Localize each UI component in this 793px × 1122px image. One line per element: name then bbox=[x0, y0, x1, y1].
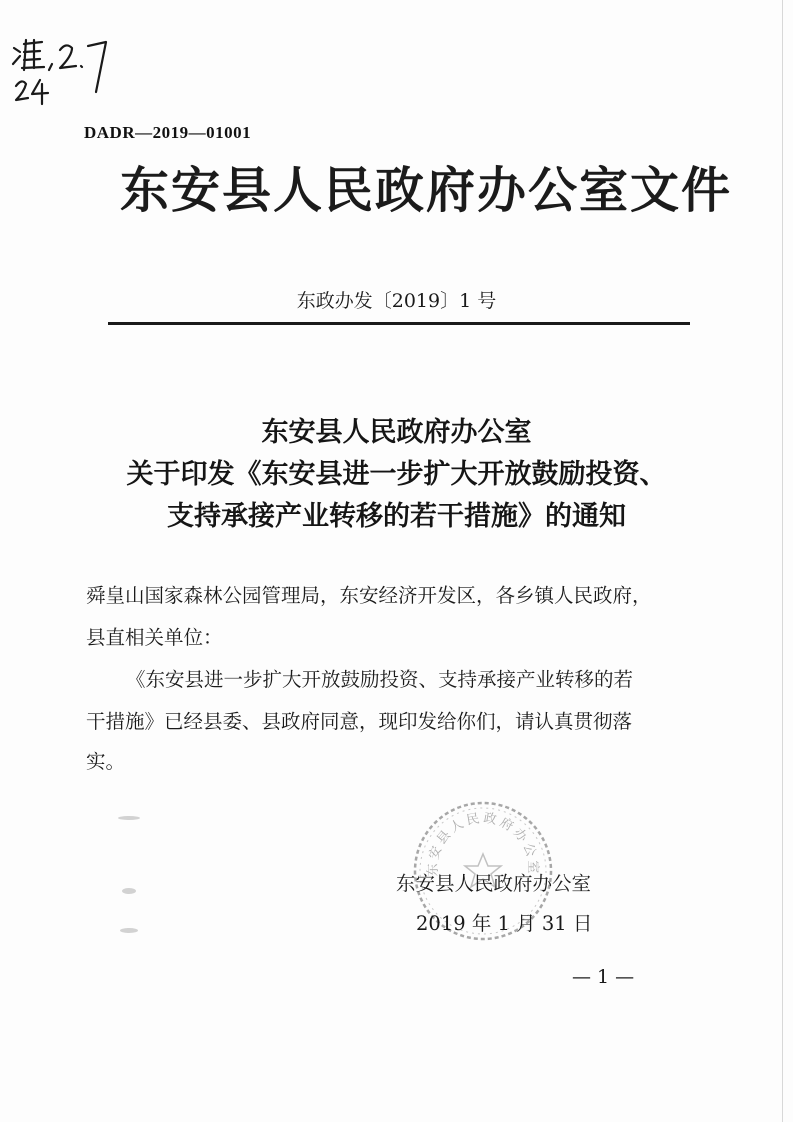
body-paragraph-line-1: 《东安县进一步扩大开放鼓励投资、支持承接产业转移的若 bbox=[126, 668, 634, 691]
body-paragraph-line-2: 干措施》已经县委、县政府同意，现印发给你们，请认真贯彻落 bbox=[86, 710, 633, 733]
body-paragraph-line-3: 实。 bbox=[86, 750, 126, 773]
signer-name: 东安县人民政府办公室 bbox=[396, 872, 592, 895]
scan-speck bbox=[118, 816, 140, 820]
notice-title-line-1: 东安县人民政府办公室 bbox=[261, 417, 532, 448]
handwritten-note bbox=[8, 30, 118, 110]
recipients-line-1: 舜皇山国家森林公园管理局，东安经济开发区，各乡镇人民政府， bbox=[86, 584, 652, 607]
notice-title-line-2: 关于印发《东安县进一步扩大开放鼓励投资、 bbox=[126, 459, 667, 490]
document-code: DADR—2019—01001 bbox=[84, 123, 252, 142]
header-divider bbox=[108, 322, 690, 325]
recipients-line-2: 县直相关单位： bbox=[86, 626, 223, 649]
svg-text:东安县人民政府办公室: 东安县人民政府办公室 bbox=[425, 810, 541, 877]
scan-speck bbox=[120, 928, 138, 933]
issue-date: 2019 年 1 月 31 日 bbox=[416, 912, 593, 935]
issuer-header: 东安县人民政府办公室文件 bbox=[120, 162, 733, 219]
page-number: — 1 — bbox=[572, 966, 635, 988]
notice-title-line-3: 支持承接产业转移的若干措施》的通知 bbox=[167, 501, 626, 532]
scan-edge-line bbox=[782, 0, 783, 1122]
scan-speck bbox=[122, 888, 136, 894]
document-number: 东政办发〔2019〕1 号 bbox=[296, 290, 497, 312]
